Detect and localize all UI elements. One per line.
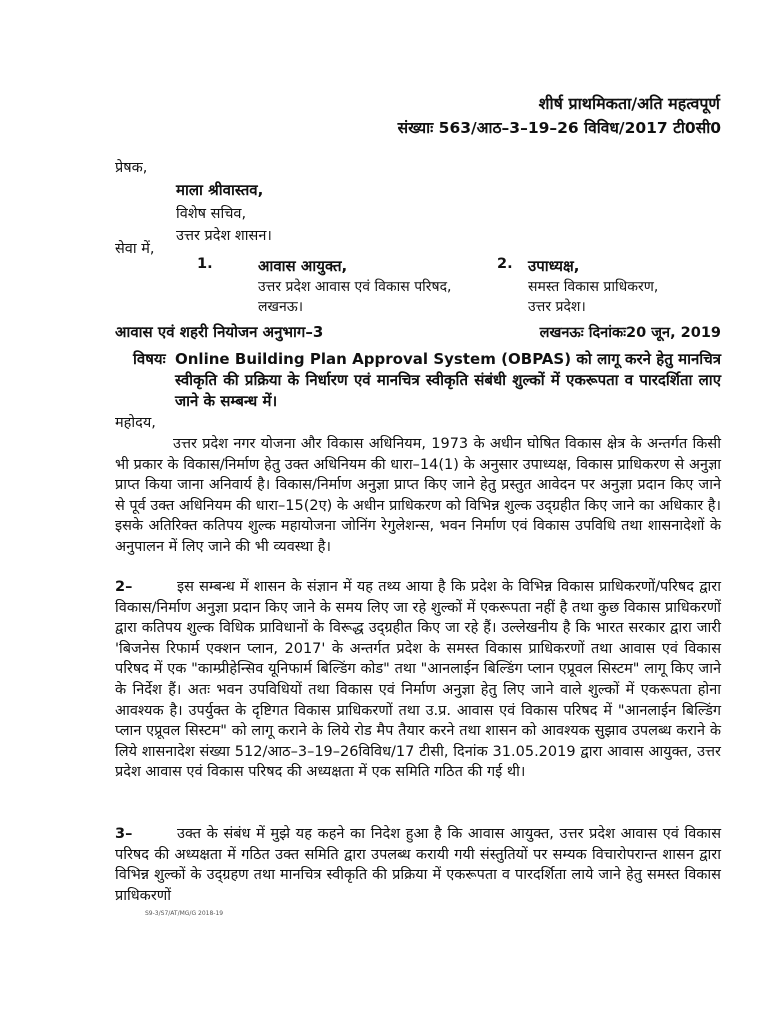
recipient-2-line3: उत्तर प्रदेश। — [528, 299, 586, 315]
paragraph-3-number: 3– — [115, 826, 133, 842]
paragraph-2-number: 2– — [115, 579, 133, 595]
recipient-2-title: उपाध्यक्ष, — [528, 257, 580, 275]
letter-date: लखनऊः दिनांकः20 जून, 2019 — [539, 325, 721, 341]
paragraph-1 — [115, 434, 721, 558]
sender-designation: विशेष सचिव, — [176, 206, 247, 222]
priority-heading: शीर्ष प्राथमिकता/अति महत्वपूर्ण — [538, 94, 720, 113]
recipient-2-line2: समस्त विकास प्राधिकरण, — [528, 279, 659, 295]
recipients-label: सेवा में, — [115, 241, 155, 257]
paragraph-3 — [115, 824, 721, 906]
sender-office: उत्तर प्रदेश शासन। — [176, 228, 272, 244]
subject-label: विषयः — [133, 350, 166, 368]
sender-name: माला श्रीवास्तव, — [176, 181, 264, 199]
paragraph-2-text: इस सम्बन्ध में शासन के संज्ञान में यह तथ्य आया है कि प्रदेश के विभिन्न विकास प्राधिकरणों/परिषद द्वारा विकास/निर्माण अनुज्ञा प्रदान किए जाने के समय लिए जा रहे शुल्कों में एकरूपता नहीं है तथा कुछ विकास प्राधिकरणों द्वारा कतिपय शुल्क विधिक प्राविधानों के विरूद्ध उद्ग्रहीत किए जा रहे हैं। उल्लेखनीय है कि भारत सरकार द्वारा जारी 'बिजनेस रिफार्म एक्शन प्लान, 2017' के अन्तर्गत प्रदेश के समस्त विकास प्राधिकरणों तथा आवास एवं विकास परिषद में एक "काम्प्रीहेन्सिव यूनिफार्म बिल्डिंग कोड" तथा "आनलाईन बिल्डिंग प्लान एप्रूवल सिस्टम" लागू किए जाने के निर्देश हैं। अतः भवन उपविधियों तथा विकास एवं निर्माण अनुज्ञा हेतु लिए जाने वाले शुल्कों में एकरूपता होना आवश्यक है। उपर्युक्त के दृष्टिगत विकास प्राधिकरणों तथा उ.प्र. आवास एवं विकास परिषद में "आनलाईन बिल्डिंग प्लान एप्रूवल सिस्टम" को लागू कराने के लिये रोड मैप तैयार करने तथा शासन को आवश्यक सुझाव उपलब्ध कराने के लिये शासनादेश संख्या 512/आठ–3–19–26विविध/17 टीसी, दिनांक 31.05.2019 द्वारा आवास आयुक्त, उत्तर प्रदेश आवास एवं विकास परिषद की अध्यक्षता में एक समिति गठित की गई थी। — [115, 579, 721, 781]
paragraph-3-text: उक्त के संबंध में मुझे यह कहने का निदेश हुआ है कि आवास आयुक्त, उत्तर प्रदेश आवास एवं विकास परिषद की अध्यक्षता में गठित उक्त समिति द्वारा उपलब्ध करायी गयी संस्तुतियों पर सम्यक विचारोपरान्त शासन द्वारा विभिन्न शुल्कों के उद्ग्रहण तथा मानचित्र स्वीकृति की प्रक्रिया में एकरूपता व पारदर्शिता लाये जाने हेतु समस्त विकास प्राधिकरणों — [115, 826, 721, 904]
footer-file-code: S9-3/S7/AT/MG/G 2018-19 — [145, 910, 224, 917]
sender-label: प्रेषक, — [115, 160, 148, 176]
department-section: आवास एवं शहरी नियोजन अनुभाग–3 — [115, 323, 324, 341]
recipient-1-line2: उत्तर प्रदेश आवास एवं विकास परिषद, — [258, 279, 452, 295]
subject-text: Online Building Plan Approval System (OBPAS) को लागू करने हेतु मानचित्र स्वीकृति की प्रक्रिया के निर्धारण एवं मानचित्र स्वीकृति संबंधी शुल्कों में एकरूपता व पारदर्शिता लाए जाने के सम्बन्ध में। — [175, 350, 721, 410]
recipient-1-line3: लखनऊ। — [258, 299, 304, 315]
salutation: महोदय, — [115, 415, 156, 431]
recipient-1-title: आवास आयुक्त, — [258, 257, 348, 275]
paragraph-1-text: उत्तर प्रदेश नगर योजना और विकास अधिनियम, 1973 के अधीन घोषित विकास क्षेत्र के अन्तर्गत किसी भी प्रकार के विकास/निर्माण हेतु उक्त अधिनियम की धारा–14(1) के अनुसार उपाध्यक्ष, विकास प्राधिकरण से अनुज्ञा प्राप्त किया जाना अनिवार्य है। विकास/निर्माण अनुज्ञा प्राप्त किए जाने हेतु प्रस्तुत आवेदन पर अनुज्ञा प्रदान किए जाने से पूर्व उक्त अधिनियम की धारा–15(2ए) के अधीन प्राधिकरण को विभिन्न शुल्क उद्ग्रहीत किए जाने का अधिकार है। इसके अतिरिक्त कतिपय शुल्क महायोजना जोनिंग रेगुलेशन्स, भवन निर्माण एवं विकास उपविधि तथा शासनादेशों के अनुपालन में लिए जाने की भी व्यवस्था है। — [115, 436, 721, 555]
paragraph-2 — [115, 577, 721, 783]
letter-number: संख्याः 563/आठ–3–19–26 विविध/2017 टी0सी0 — [397, 119, 721, 137]
recipient-2-number: 2. — [497, 256, 513, 272]
recipient-1-number: 1. — [197, 256, 213, 272]
